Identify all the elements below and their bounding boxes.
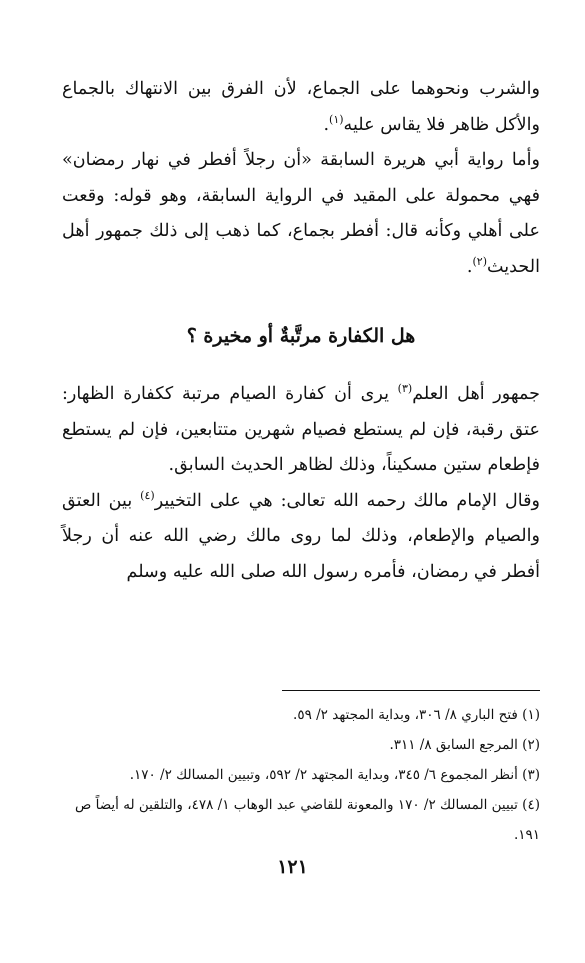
paragraph-2-text: وأما رواية أبي هريرة السابقة «أن رجلاً أفطر في نهار رمضان» فهي محمولة على المقيد في الرواية السابقة، وهو قوله: وقعت على أهلي وكأنه قال: أفطر بجماع، كما ذهب إلى ذلك جمهور أهل الحديث bbox=[62, 150, 540, 277]
footnote-separator bbox=[282, 690, 540, 691]
paragraph-1: والشرب ونحوهما على الجماع، لأن الفرق بين الانتهاك بالجماع والأكل ظاهر فلا يقاس عليه$^{(١)}$. bbox=[62, 79, 540, 135]
paragraph-3 bbox=[62, 377, 540, 484]
page-body bbox=[62, 72, 540, 590]
footnote-ref-3: (٣) bbox=[397, 382, 413, 396]
footnote-ref-4: (٤) bbox=[140, 488, 155, 502]
paragraph-1-text: والشرب ونحوهما على الجماع، لأن الفرق بين الانتهاك بالجماع والأكل ظاهر فلا يقاس عليه bbox=[62, 79, 540, 135]
footnote-2: (٢) المرجع السابق ٨/ ٣١١. bbox=[389, 737, 540, 753]
footnote-ref-1: (١) bbox=[329, 112, 344, 126]
section-heading: هل الكفارة مرتَّبةٌ أو مخيرة ؟ bbox=[186, 325, 416, 347]
footnote-3: (٣) أنظر المجموع ٦/ ٣٤٥، وبداية المجتهد ٢/ ٥٩٢، وتبيين المسالك ٢/ ١٧٠. bbox=[129, 767, 540, 783]
paragraph-4 bbox=[62, 484, 540, 591]
paragraph-4-text-b: بين العتق والصيام والإطعام، وذلك لما روى مالك رضي الله عنه أن رجلاً أفطر في رمضان، فأمره رسول الله صلى الله عليه وسلم bbox=[62, 490, 540, 582]
footnotes bbox=[62, 700, 540, 850]
main-text bbox=[62, 72, 540, 590]
footnote-1: (١) فتح الباري ٨/ ٣٠٦، وبداية المجتهد ٢/ ٥٩. bbox=[293, 707, 540, 723]
footnote-4: (٤) تبيين المسالك ٢/ ١٧٠ والمعونة للقاضي عبد الوهاب ١/ ٤٧٨، والتلقين له أيضاً ص ١٩١. bbox=[74, 797, 540, 843]
paragraph-2: وأما رواية أبي هريرة السابقة «أن رجلاً أفطر في نهار رمضان» فهي محمولة على المقيد في الرواية السابقة، وهو قوله: وقعت على أهلي وكأنه قال: أفطر بجماع، كما ذهب إلى ذلك جمهور أهل الحديث$^{(٢)}$. bbox=[62, 150, 540, 277]
footnote-ref-2: (٢) bbox=[472, 254, 487, 268]
paragraph-3-text-b: يرى أن كفارة الصيام مرتبة ككفارة الظهار: عتق رقبة، فإن لم يستطع فصيام شهرين متتابعين، فإن لم يستطع فإطعام ستين مسكيناً، وذلك لظاهر الحديث السابق. bbox=[62, 384, 540, 475]
page-number: ١٢١ bbox=[277, 856, 308, 878]
paragraph-3-text-a: جمهور أهل العلم bbox=[412, 384, 541, 404]
paragraph-4-text-a: وقال الإمام مالك رحمه الله تعالى: هي على التخيير bbox=[154, 490, 540, 511]
